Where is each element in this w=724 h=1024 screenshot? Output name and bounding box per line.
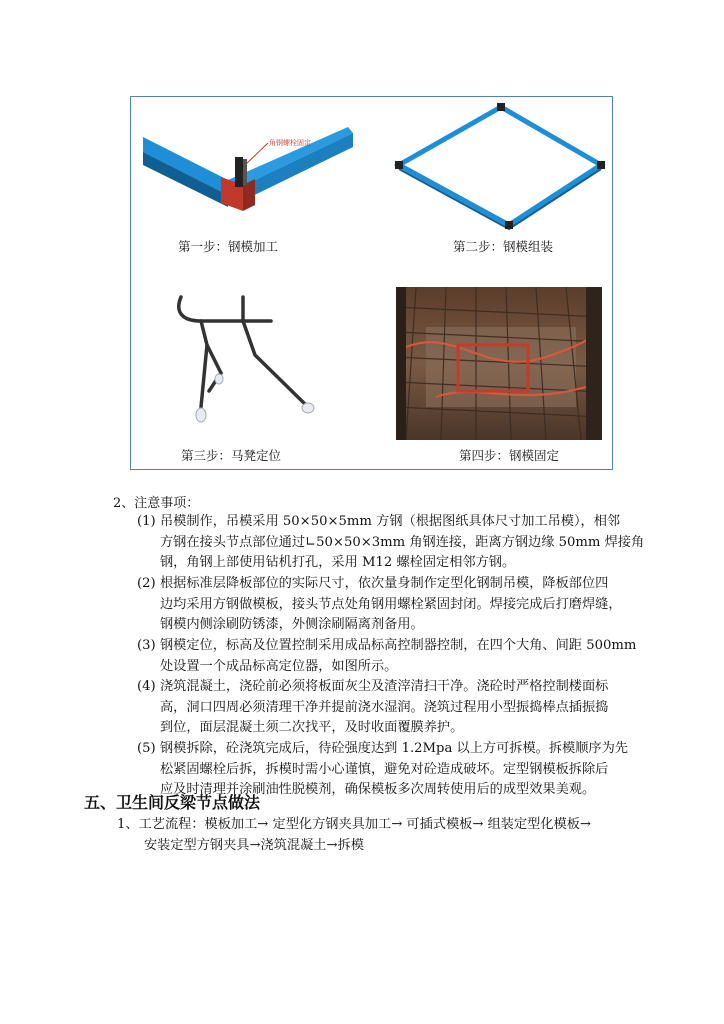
notes-heading: 2、注意事项： xyxy=(113,496,200,511)
note-item-number: (4) xyxy=(137,679,156,694)
step1-caption: 第一步：钢模加工 xyxy=(178,239,279,254)
note-line: 到位，面层混凝土须二次找平，及时收面覆膜养护。 xyxy=(160,720,464,736)
note-item-3 xyxy=(137,636,667,677)
note-line: 边均采用方钢做模板，接头节点处角钢用螺栓紧固封闭。焊接完成后打磨焊缝， xyxy=(160,596,622,612)
note-line: 方钢在接头节点部位通过∟50×50×3mm 角钢连接，距离方钢边缘 50mm 焊接角 xyxy=(160,534,645,550)
step3-stool-illustration xyxy=(161,287,331,437)
figure-frame xyxy=(130,96,613,470)
note-line: 根据标准层降板部位的实际尺寸，依次量身制作定型化钢制吊模，降板部位四 xyxy=(160,576,609,591)
note-line: 浇筑混凝土，浇砼前必须将板面灰尘及渣滓清扫干净。浇砼时严格控制楼面标 xyxy=(160,679,609,694)
note-item-number: (3) xyxy=(137,638,156,653)
step2-caption: 第二步：钢模组装 xyxy=(453,239,554,254)
note-item-1 xyxy=(137,512,667,574)
note-line: 钢，角钢上部使用钻机打孔，采用 M12 螺栓固定相邻方钢。 xyxy=(160,555,516,571)
note-line: 钢模定位，标高及位置控制采用成品标高控制器控制，在四个大角、间距 500mm xyxy=(160,638,637,653)
process-line-2: 安装定型方钢夹具→浇筑混凝土→拆模 xyxy=(144,838,364,853)
callout-label: 角钢螺栓固定 xyxy=(269,139,311,147)
note-line: 松紧固螺栓后拆，拆模时需小心谨慎，避免对砼造成破坏。定型钢模板拆除后 xyxy=(160,761,609,777)
note-line: 高，洞口四周必须清理干净并提前浇水湿润。浇筑过程用小型振捣棒点插振捣 xyxy=(160,699,609,715)
note-line: 处设置一个成品标高定位器，如图所示。 xyxy=(160,658,398,674)
step4-caption: 第四步：钢模固定 xyxy=(459,448,560,463)
note-item-number: (1) xyxy=(137,514,156,529)
step1-corner-illustration xyxy=(143,125,353,235)
note-line: 钢模内侧涂刷防锈漆，外侧涂刷隔离剂备用。 xyxy=(160,617,424,633)
process-line-1: 1、工艺流程：模板加工→ 定型化方钢夹具加工→ 可插式模板→ 组装定型化模板→ xyxy=(117,817,591,832)
note-item-number: (5) xyxy=(137,741,156,756)
step4-site-photo xyxy=(396,287,602,440)
note-item-4 xyxy=(137,677,667,739)
step3-caption: 第三步：马凳定位 xyxy=(181,448,282,463)
note-line: 钢模拆除，砼浇筑完成后，待砼强度达到 1.2Mpa 以上方可拆模。拆模顺序为先 xyxy=(160,741,628,756)
note-item-number: (2) xyxy=(137,576,156,591)
note-line: 应及时清理并涂刷油性脱模剂，确保模板多次周转使用后的成型效果美观。 xyxy=(160,782,596,798)
step2-frame-illustration xyxy=(393,103,608,231)
section-title: 五、卫生间反梁节点做法 xyxy=(84,793,261,812)
note-item-2 xyxy=(137,574,667,636)
note-line: 吊模制作，吊模采用 50×50×5mm 方钢（根据图纸具体尺寸加工吊模），相邻 xyxy=(160,514,621,529)
process-flow xyxy=(117,814,677,856)
